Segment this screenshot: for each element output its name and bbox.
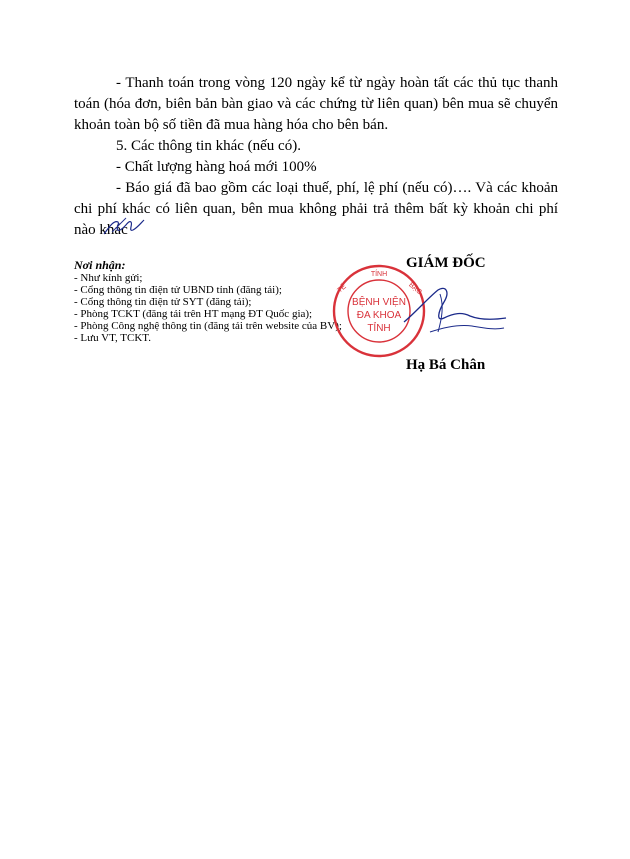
stamp-ring-right: BẠC	[407, 281, 423, 297]
price-terms-paragraph: - Báo giá đã bao gồm các loại thuế, phí, lệ phí (nếu có)…. Và các khoản chi phí khác có liên quan, bên mua không phải trả thêm bất kỳ khoản chi phí nào khác	[74, 180, 558, 238]
stamp-ring-top: TÍNH	[370, 271, 388, 278]
stamp-line-2: ĐA KHOA	[356, 310, 402, 321]
recipients-block	[74, 259, 342, 344]
stamp-ring-left: TẾ	[336, 283, 348, 295]
handwritten-signature	[400, 282, 510, 344]
quality-line: - Chất lượng hàng hoá mới 100%	[116, 159, 317, 175]
stamp-line-1: BỆNH VIỆN	[352, 297, 406, 308]
recipient-item: - Phòng Công nghệ thông tin (đăng tải trên website của BV);	[74, 320, 342, 332]
recipient-item: - Phòng TCKT (đăng tải trên HT mạng ĐT Quốc gia);	[74, 308, 313, 320]
other-info-heading: 5. Các thông tin khác (nếu có).	[116, 138, 301, 154]
stamp-line-3: TỈNH	[367, 323, 391, 334]
initials-mark	[100, 210, 146, 240]
payment-terms-paragraph: - Thanh toán trong vòng 120 ngày kể từ ngày hoàn tất các thủ tục thanh toán (hóa đơn, biên bản bàn giao và các chứng từ liên quan) bên mua sẽ chuyển khoản toàn bộ số tiền đã mua hàng hóa cho bên bán.	[74, 75, 558, 133]
signer-name: Hạ Bá Chân	[406, 357, 486, 373]
recipient-item: - Như kính gửi;	[74, 272, 143, 284]
signature-title: GIÁM ĐỐC	[406, 255, 486, 271]
recipient-item: - Lưu VT, TCKT.	[74, 332, 151, 344]
recipient-item: - Cổng thông tin điện tử SYT (đăng tải);	[74, 296, 252, 308]
recipients-heading: Nơi nhận:	[74, 258, 126, 272]
recipient-item: - Cổng thông tin điện tử UBND tỉnh (đăng tải);	[74, 284, 282, 296]
